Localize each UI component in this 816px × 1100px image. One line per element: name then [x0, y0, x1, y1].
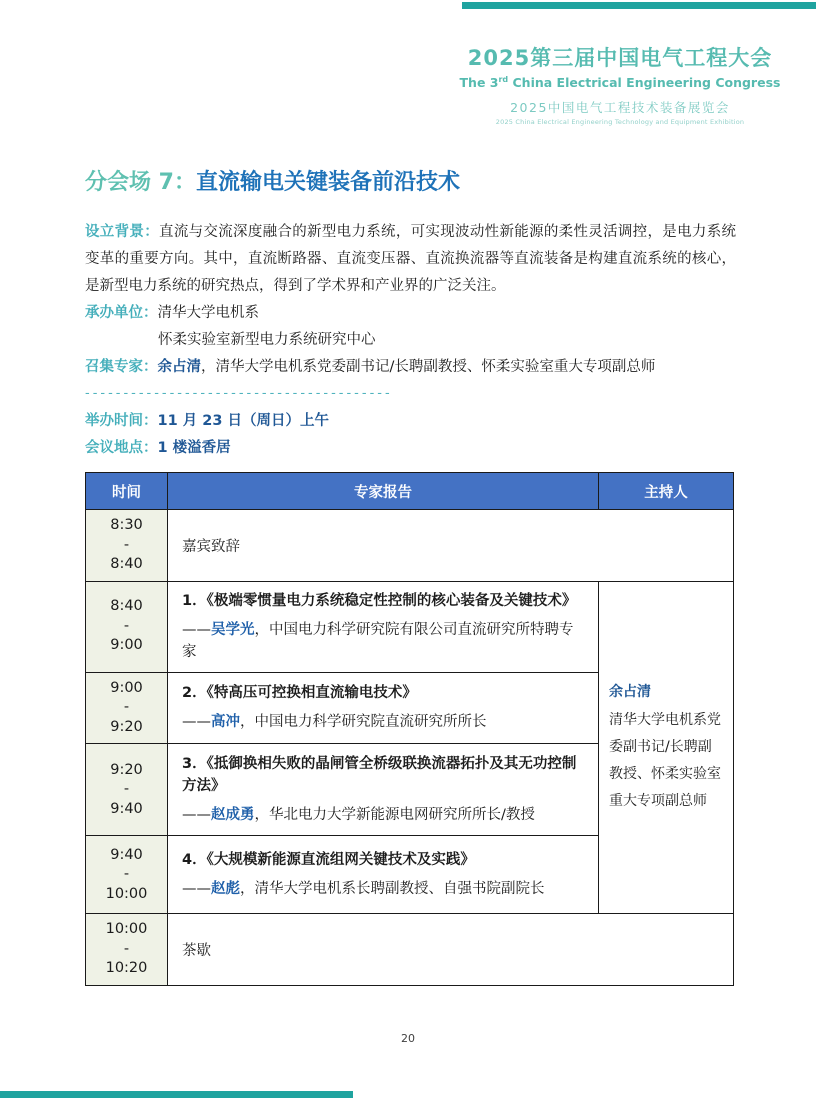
- time-start: 9:20: [110, 761, 143, 778]
- logo-title-en-pre: The 3: [459, 75, 499, 91]
- bottom-left-accent-bar: [0, 1091, 353, 1098]
- header-time: 时间: [86, 473, 168, 510]
- time-label: 举办时间：: [85, 413, 158, 429]
- top-right-accent-bar: [462, 2, 816, 9]
- time-separator: -: [123, 940, 130, 957]
- talk-cell: [168, 581, 599, 672]
- time-cell: [86, 581, 168, 672]
- time-start: 8:40: [110, 598, 143, 615]
- session-topic: 直流输电关键装备前沿技术: [195, 169, 460, 195]
- speaker-dash: ——: [182, 714, 211, 731]
- time-end: 8:40: [110, 556, 143, 573]
- time-cell: [86, 672, 168, 744]
- table-row: [86, 581, 734, 672]
- dashed-divider: ----------------------------------------: [85, 386, 393, 401]
- moderator-description: 清华大学电机系党委副书记/长聘副教授、怀柔实验室重大专项副总师: [609, 711, 721, 810]
- venue-line: [85, 435, 736, 462]
- time-line: [85, 408, 736, 435]
- session-info: [85, 219, 736, 462]
- agenda-item-text: 嘉宾致辞: [182, 538, 240, 555]
- venue-value: 1 楼溢香居: [157, 440, 231, 456]
- talk-speaker-line: [182, 805, 584, 827]
- talk-speaker-line: [182, 620, 584, 664]
- agenda-item-cell: [168, 510, 734, 582]
- logo-exhibition-cn: 2025中国电气工程技术装备展览会: [510, 100, 730, 116]
- time-end: 9:20: [110, 718, 143, 735]
- speaker-affiliation: ，中国电力科学研究院有限公司直流研究所特聘专家: [182, 622, 574, 660]
- time-start: 10:00: [105, 921, 148, 938]
- organizer-line: [85, 300, 736, 327]
- page-number: 20: [401, 1032, 415, 1045]
- speaker-name: 吴学光: [211, 622, 255, 639]
- convener-label: 召集专家：: [85, 359, 158, 375]
- talk-speaker-line: [182, 879, 584, 901]
- convener-line: [85, 354, 736, 381]
- convener-description: ，清华大学电机系党委副书记/长聘副教授、怀柔实验室重大专项副总师: [201, 359, 656, 375]
- session-number: 分会场 7：: [85, 169, 196, 195]
- logo-exhibition-en: 2025 China Electrical Engineering Technology and Equipment Exhibition: [495, 118, 745, 127]
- header-moderator: 主持人: [599, 473, 734, 510]
- time-start: 8:30: [110, 517, 143, 533]
- time-value: 11 月 23 日（周日）上午: [157, 413, 329, 429]
- background-text: 直流与交流深度融合的新型电力系统，可实现波动性新能源的柔性灵活调控，是电力系统变革的重要方向。其中，直流断路器、直流变压器、直流换流器等直流装备是构建直流系统的核心，是新型电力系统的研究热点，得到了学术界和产业界的广泛关注。: [85, 224, 737, 294]
- time-separator: -: [123, 699, 130, 716]
- moderator-name: 余占清: [609, 684, 651, 701]
- header-reports: 专家报告: [168, 473, 599, 510]
- time-start: 9:40: [110, 846, 143, 863]
- congress-logo: [440, 42, 800, 126]
- logo-title-en: [440, 75, 800, 90]
- table-row: [86, 510, 734, 582]
- speaker-dash: ——: [182, 622, 211, 639]
- organizer-label: 承办单位：: [85, 305, 158, 321]
- talk-speaker-line: [182, 712, 584, 734]
- time-cell: [86, 744, 168, 836]
- table-row: [86, 914, 734, 986]
- venue-label: 会议地点：: [85, 440, 158, 456]
- time-cell: [86, 914, 168, 986]
- organizer-name-2: 怀柔实验室新型电力系统研究中心: [158, 332, 376, 348]
- convener-name: 余占清: [157, 359, 201, 375]
- speaker-name: 赵成勇: [211, 807, 255, 824]
- time-separator: -: [123, 781, 130, 798]
- time-cell: [86, 836, 168, 914]
- talk-cell: [168, 836, 599, 914]
- talk-title: 3．《抵御换相失败的晶闸管全桥级联换流器拓扑及其无功控制方法》: [182, 755, 577, 794]
- speaker-affiliation: ，中国电力科学研究院直流研究所所长: [240, 714, 487, 731]
- agenda-table: [85, 472, 734, 986]
- time-separator: -: [123, 536, 130, 553]
- talk-cell: [168, 744, 599, 836]
- talk-cell: [168, 672, 599, 744]
- session-title: [85, 165, 460, 196]
- speaker-affiliation: ，清华大学电机系长聘副教授、自强书院副院长: [240, 881, 545, 898]
- talk-title: 1．《极端零惯量电力系统稳定性控制的核心装备及关键技术》: [182, 592, 577, 609]
- logo-title-en-post: China Electrical Engineering Congress: [508, 75, 781, 91]
- table-header-row: [86, 473, 734, 510]
- time-end: 9:00: [110, 637, 143, 654]
- time-end: 10:00: [105, 885, 148, 902]
- speaker-dash: ——: [182, 881, 211, 898]
- time-separator: -: [123, 866, 130, 883]
- organizer-name-1: 清华大学电机系: [157, 305, 259, 321]
- time-end: 9:40: [110, 800, 143, 817]
- speaker-name: 高冲: [211, 714, 240, 731]
- logo-title-en-ordinal: rd: [498, 75, 509, 84]
- background-label: 设立背景：: [85, 224, 160, 240]
- talk-title: 2．《特高压可控换相直流输电技术》: [182, 684, 417, 701]
- logo-title-cn: 2025第三届中国电气工程大会: [467, 46, 773, 70]
- organizer-line-2: [85, 327, 736, 354]
- speaker-name: 赵彪: [211, 881, 240, 898]
- agenda-item-text: 茶歇: [182, 943, 211, 960]
- time-start: 9:00: [110, 679, 143, 696]
- moderator-cell: [599, 581, 734, 914]
- agenda-item-cell: [168, 914, 734, 986]
- background-paragraph: [85, 219, 736, 300]
- speaker-dash: ——: [182, 807, 211, 824]
- time-separator: -: [123, 617, 130, 634]
- speaker-affiliation: ，华北电力大学新能源电网研究所所长/教授: [254, 807, 535, 824]
- time-cell: [86, 510, 168, 582]
- talk-title: 4．《大规模新能源直流组网关键技术及实践》: [182, 851, 475, 868]
- time-end: 10:20: [105, 960, 148, 977]
